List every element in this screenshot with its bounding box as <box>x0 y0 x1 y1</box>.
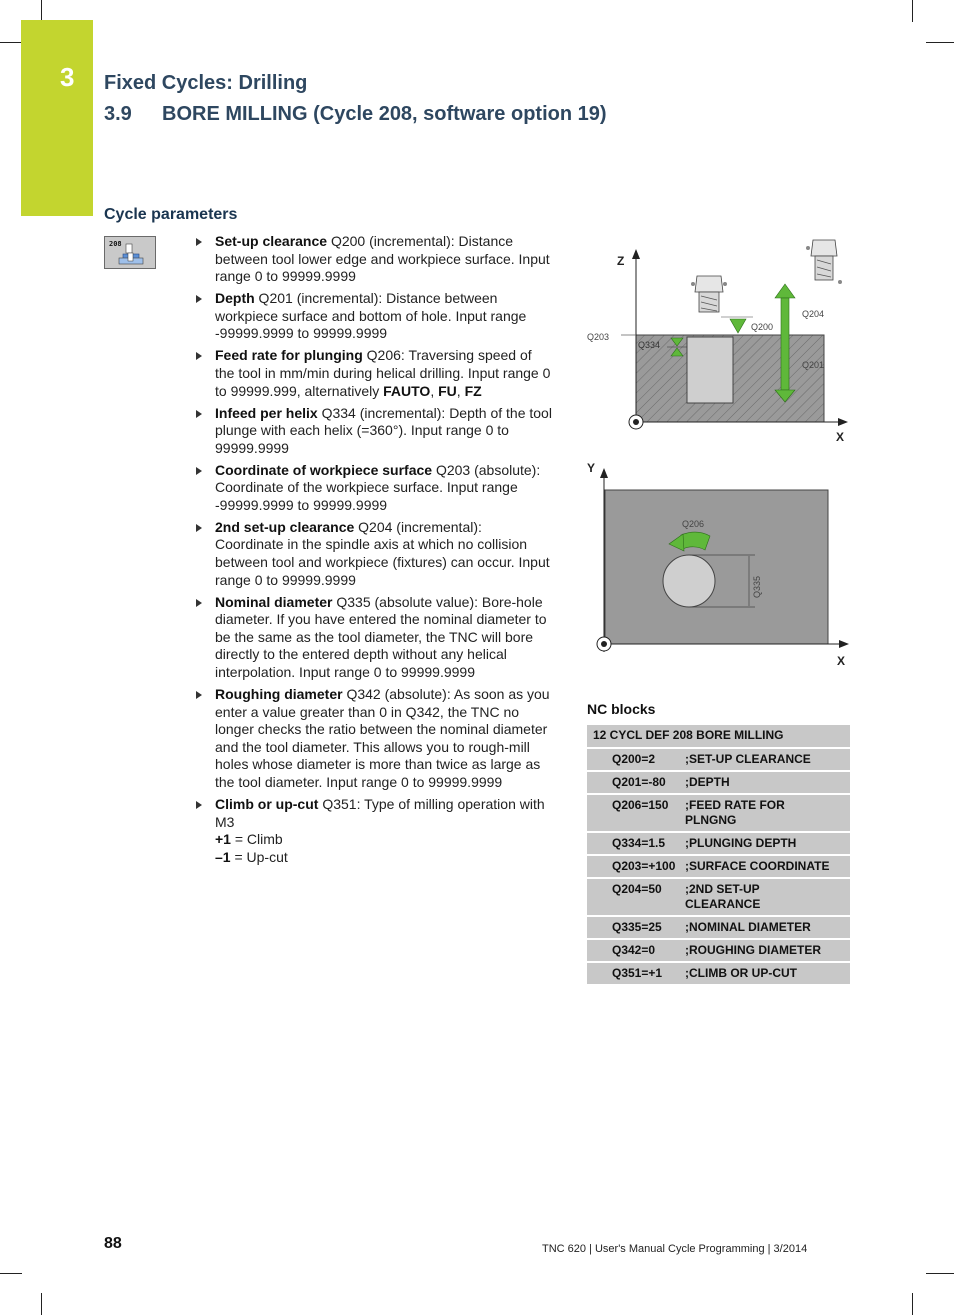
bullet-arrow-icon <box>196 801 202 809</box>
param-item: Infeed per helix Q334 (incremental): Depth of the tool plunge with each helix (=360°). Input range 0 to 99999.9999 <box>192 405 554 458</box>
nc-blocks-heading: NC blocks <box>587 701 656 717</box>
section-title-text: BORE MILLING (Cycle 208, software option 19) <box>162 103 607 125</box>
x-axis-arrow-icon <box>839 640 849 648</box>
bullet-arrow-icon <box>196 352 202 360</box>
workpiece-top <box>605 490 828 644</box>
chapter-title: Fixed Cycles: Drilling <box>104 72 308 94</box>
q201-label: Q201 <box>802 360 825 370</box>
nc-blocks-table <box>587 725 850 986</box>
q206-label: Q206 <box>682 519 705 529</box>
q200-arrow-icon <box>730 319 746 333</box>
milling-tool-icon <box>691 276 727 312</box>
param-item: Climb or up-cut Q351: Type of milling operation with M3 +1 = Climb –1 = Up-cut <box>192 796 554 866</box>
param-item: Roughing diameter Q342 (absolute): As soon as you enter a value greater than 0 in Q342, the TNC no longer checks the ratio between the nominal diameter and the tool diameter. This allows you to rough-mill holes whose diameter is more than twice as large as the tool diameter. Input range 0 to 99999.9999 <box>192 686 554 792</box>
bore-milling-icon <box>105 237 155 268</box>
datum-icon-center <box>601 641 607 647</box>
bore-hole-top <box>663 555 715 607</box>
param-item: Set-up clearance Q200 (incremental): Distance between tool lower edge and workpiece surface. Input range 0 to 99999.9999 <box>192 233 554 286</box>
x-axis-arrow-icon <box>838 418 848 426</box>
nc-row: Q351=+1 ;CLIMB OR UP-CUT <box>587 963 850 986</box>
nc-row: Q204=50 ;2ND SET-UP CLEARANCE <box>587 879 850 917</box>
crop-mark <box>926 1273 954 1274</box>
nc-row: Q335=25 ;NOMINAL DIAMETER <box>587 917 850 940</box>
bore-milling-diagram <box>583 238 853 673</box>
side-view <box>587 240 848 444</box>
chapter-number: 3 <box>60 62 75 92</box>
nc-row: Q200=2 ;SET-UP CLEARANCE <box>587 749 850 772</box>
footer-doc-info: TNC 620 | User's Manual Cycle Programming | 3/2014 <box>542 1243 808 1255</box>
q200-label: Q200 <box>751 322 774 332</box>
chapter-tab <box>21 20 93 216</box>
crop-mark <box>912 0 913 22</box>
param-item: Feed rate for plunging Q206: Traversing speed of the tool in mm/min during helical drilling. Input range 0 to 99999.999, alternatively FAUTO, FU, FZ <box>192 347 554 400</box>
datum-icon-center <box>633 419 639 425</box>
crop-mark <box>926 42 954 43</box>
parameter-list <box>192 233 554 871</box>
bullet-arrow-icon <box>196 691 202 699</box>
section-title <box>104 103 607 126</box>
q203-label: Q203 <box>587 332 610 342</box>
q334-label: Q334 <box>638 340 661 350</box>
x-axis-label-top: X <box>836 430 845 444</box>
crop-mark <box>41 1293 42 1315</box>
page-number: 88 <box>104 1235 122 1252</box>
bullet-arrow-icon <box>196 524 202 532</box>
bore-hole <box>687 337 733 403</box>
q335-label: Q335 <box>752 575 762 598</box>
x-axis-label-bottom: X <box>837 654 846 668</box>
crop-mark <box>0 1273 22 1274</box>
y-axis-label: Y <box>587 461 596 475</box>
section-number: 3.9 <box>104 103 132 125</box>
top-view <box>587 461 849 668</box>
crop-mark <box>0 42 22 43</box>
param-item: Coordinate of workpiece surface Q203 (absolute): Coordinate of the workpiece surface. Input range -99999.9999 to 99999.9999 <box>192 462 554 515</box>
milling-tool-icon <box>806 240 842 284</box>
bullet-arrow-icon <box>196 238 202 246</box>
cycle-parameters-heading: Cycle parameters <box>104 206 238 223</box>
bullet-arrow-icon <box>196 295 202 303</box>
y-axis-arrow-icon <box>600 468 608 478</box>
nc-row: Q342=0 ;ROUGHING DIAMETER <box>587 940 850 963</box>
nc-row: Q201=-80 ;DEPTH <box>587 772 850 795</box>
nc-row: Q334=1.5 ;PLUNGING DEPTH <box>587 833 850 856</box>
param-item: Depth Q201 (incremental): Distance between workpiece surface and bottom of hole. Input range -99999.9999 to 99999.9999 <box>192 290 554 343</box>
param-item: Nominal diameter Q335 (absolute value): Bore-hole diameter. If you have entered the nominal diameter to be the same as the tool diameter, the TNC will bore directly to the entered depth without any helical interpolation. Input range 0 to 99999.9999 <box>192 594 554 682</box>
z-axis-label: Z <box>617 254 625 268</box>
softkey-label: 208 <box>109 240 122 248</box>
nc-block-header: 12 CYCL DEF 208 BORE MILLING <box>587 725 850 749</box>
nc-row: Q203=+100 ;SURFACE COORDINATE <box>587 856 850 879</box>
z-axis-arrow-icon <box>632 249 640 259</box>
param-item: 2nd set-up clearance Q204 (incremental): Coordinate in the spindle axis at which no collision between tool and workpiece (fixtures) can occur. Input range 0 to 99999.9999 <box>192 519 554 589</box>
q204-label: Q204 <box>802 309 825 319</box>
bullet-arrow-icon <box>196 410 202 418</box>
bullet-arrow-icon <box>196 599 202 607</box>
crop-mark <box>912 1293 913 1315</box>
bullet-arrow-icon <box>196 467 202 475</box>
cycle-208-softkey-icon <box>104 236 156 269</box>
crop-mark <box>41 0 42 22</box>
nc-row: Q206=150 ;FEED RATE FOR PLNGNG <box>587 795 850 833</box>
